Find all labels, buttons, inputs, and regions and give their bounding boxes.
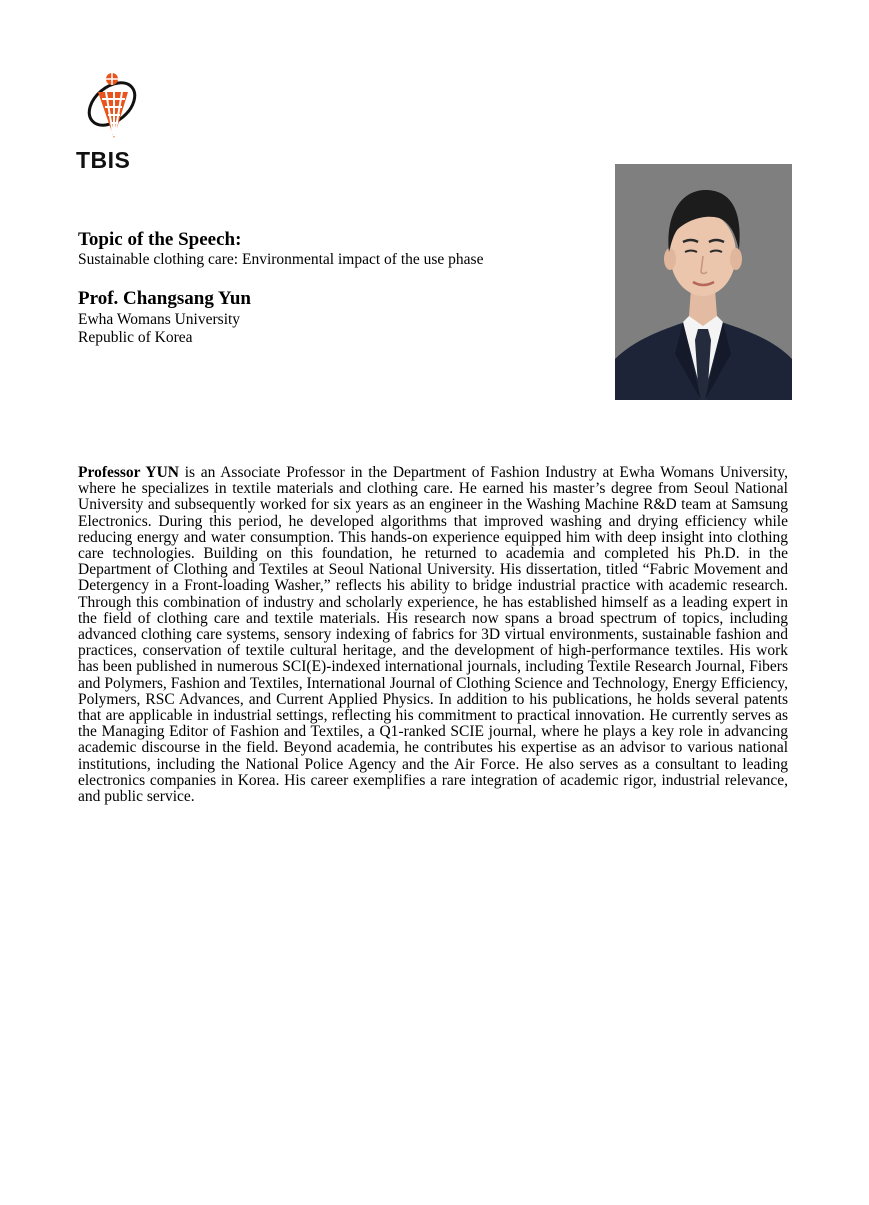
tbis-logo — [76, 72, 148, 172]
speaker-bio — [78, 465, 788, 805]
speaker-affiliation: Ewha Womans University — [78, 311, 241, 328]
topic-heading: Topic of the Speech: — [78, 229, 242, 250]
globe-funnel-icon — [80, 72, 144, 142]
speaker-country: Republic of Korea — [78, 329, 193, 346]
topic-text: Sustainable clothing care: Environmental impact of the use phase — [78, 251, 484, 268]
logo-wordmark: TBIS — [76, 147, 131, 173]
portrait-image — [615, 164, 792, 400]
speaker-name: Prof. Changsang Yun — [78, 288, 251, 309]
speaker-photo — [615, 164, 792, 400]
bio-lead: Professor YUN — [78, 464, 179, 481]
bio-body: is an Associate Professor in the Department of Fashion Industry at Ewha Womans University, where he specializes in textile materials and clothing care. He earned his master’s degree from Seoul National University and subsequently worked for six years as an engineer in the Washing Machine R&D team at Samsung Electronics. During this period, he developed algorithms that improved washing and drying efficiency while reducing energy and water consumption. This hands-on experience equipped him with deep insight into clothing care technologies. Building on this foundation, he returned to academia and completed his Ph.D. in the Department of Clothing and Textiles at Seoul National University. His dissertation, titled “Fabric Movement and Detergency in a Front-loading Washer,” reflects his ability to bridge industrial practice with academic research. Through this combination of industry and scholarly experience, he has established himself as a leading expert in the field of clothing care and textile materials. His research now spans a broad spectrum of topics, including advanced clothing care systems, sensory indexing of fabrics for 3D virtual environments, sustainable fashion and practices, conservation of textile cultural heritage, and the development of high-performance textiles. His work has been published in numerous SCI(E)-indexed international journals, including Textile Research Journal, Fibers and Polymers, Fashion and Textiles, International Journal of Clothing Science and Technology, Energy Efficiency, Polymers, RSC Advances, and Current Applied Physics. In addition to his publications, he holds several patents that are applicable in industrial settings, reflecting his commitment to practical innovation. He currently serves as the Managing Editor of Fashion and Textiles, a Q1-ranked SCIE journal, where he plays a key role in advancing academic discourse in the field. Beyond academia, he contributes his expertise as an advisor to various national institutions, including the National Police Agency and the Air Force. He also serves as a consultant to leading electronics companies in Korea. His career exemplifies a rare integration of academic rigor, industrial relevance, and public service. — [78, 464, 788, 806]
